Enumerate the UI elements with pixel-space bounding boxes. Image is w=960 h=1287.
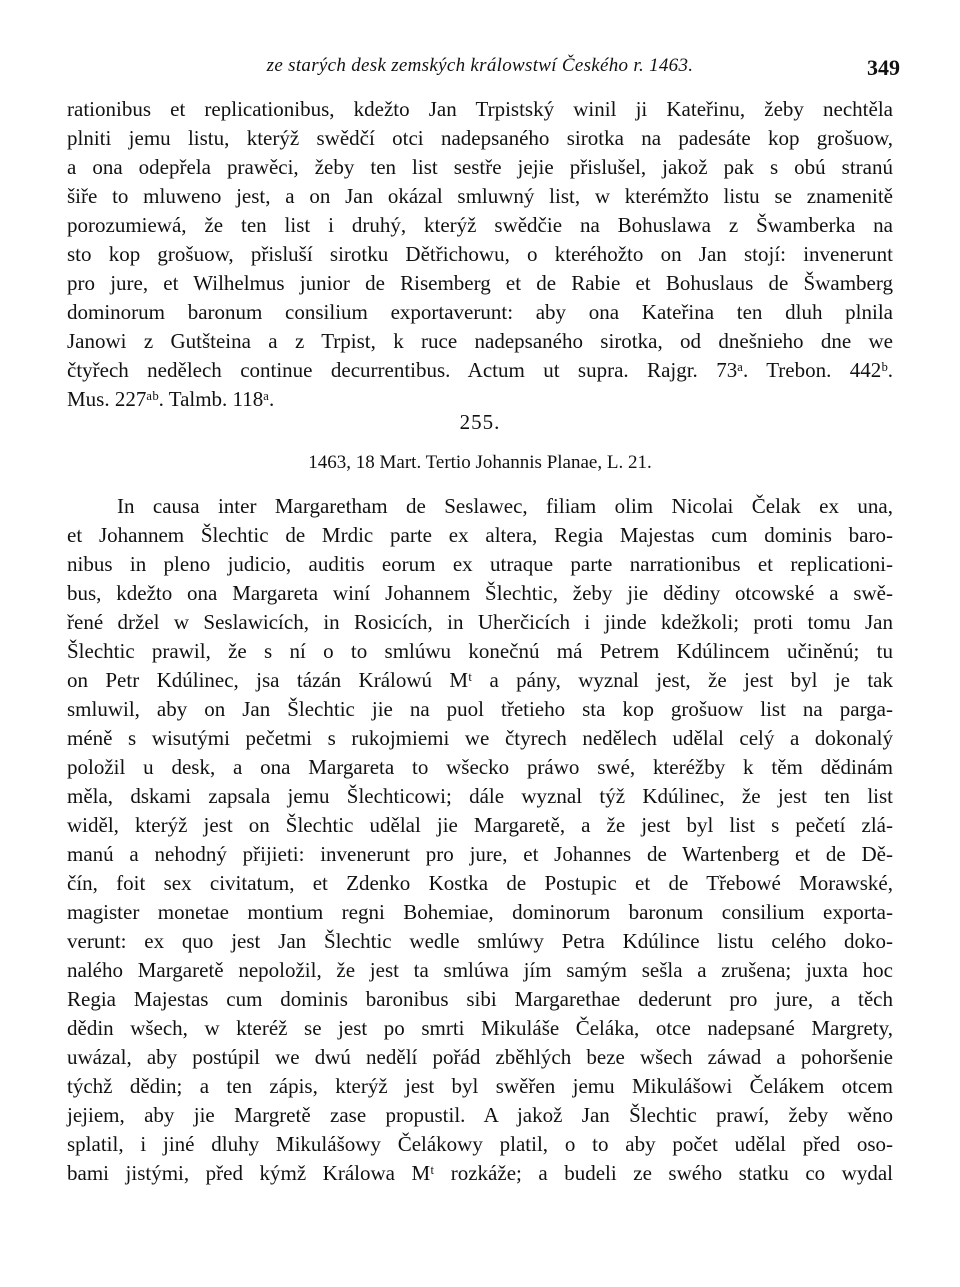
text-line: uwázal, aby postúpil we dwú nedělí pořád zběhlých beze wšech záwad a pohoršenie	[67, 1045, 893, 1069]
text-line: porozumiewá, že ten list i druhý, kterýž swědčie na Bohuslawa z Šwamberka na	[67, 213, 893, 237]
text-line: Mus. 227ᵃᵇ. Talmb. 118ᵃ.	[67, 387, 275, 411]
text-line: verunt: ex quo jest Jan Šlechtic wedle smlúwy Petra Kdúlince listu celého doko-	[67, 929, 893, 953]
text-line: dědin wšech, w kteréž se jest po smrti Mikuláše Čeláka, otce nadepsané Margrety,	[67, 1016, 893, 1040]
text-line: nalého Margaretě nepoložil, že jest ta smlúwa jím samým sešla a zrušena; juxta hoc	[67, 958, 893, 982]
text-line: Regia Majestas cum dominis baronibus sibi Margarethae dederunt pro jure, a těch	[67, 987, 893, 1011]
text-line: on Petr Kdúlinec, jsa tázán Králowú Mᵗ a pány, wyznal jest, že jest byl je tak	[67, 668, 893, 692]
text-line: et Johannem Šlechtic de Mrdic parte ex altera, Regia Majestas cum dominis baro-	[67, 523, 893, 547]
page-number: 349	[867, 55, 900, 80]
text-line: týchž dědin; a ten zápis, kterýž jest byl swěřen jemu Mikulášowi Čelákem otcem	[67, 1074, 893, 1098]
text-line: dominorum baronum consilium exportaverunt: aby ona Kateřina ten dluh plnila	[67, 300, 893, 324]
text-line: řené držel w Seslawicích, in Rosicích, in Uherčicích i jinde kdežkoli; proti tomu Jan	[67, 610, 893, 634]
text-line: méně s wisutými pečetmi s rukojmiemi we čtyrech nedělech udělal celý a dokonalý	[67, 726, 893, 750]
text-line: manú a nehodný přijieti: invenerunt pro jure, et Johannes de Wartenberg et de Dě-	[67, 842, 893, 866]
text-line: bami jistými, před kýmž Králowa Mᵗ rozkáže; a budeli ze swého statku co wydal	[67, 1161, 893, 1185]
text-line: widěl, kterýž jest on Šlechtic udělal jie Margaretě, a že jest byl list s pečetí zlá-	[67, 813, 893, 837]
running-title: ze starých desk zemských králowstwí Českého r. 1463.	[266, 55, 694, 76]
text-line: plniti jemu listu, kterýž swědčí otci nadepsaného sirotka na padesáte kop grošuow,	[67, 126, 893, 150]
text-line: In causa inter Margaretham de Seslawec, filiam olim Nicolai Čelak ex una,	[117, 494, 893, 518]
text-line: čín, foit sex civitatum, et Zdenko Kostka de Postupic et de Třebowé Morawské,	[67, 871, 893, 895]
text-line: bus, kdežto ona Margareta winí Johannem Šlechtic, žeby jie dědiny otcowské a swě-	[67, 581, 893, 605]
text-line: magister monetae montium regni Bohemiae, dominorum baronum consilium exporta-	[67, 900, 893, 924]
entry-date-line: 1463, 18 Mart. Tertio Johannis Planae, L. 21.	[308, 452, 652, 473]
running-head	[60, 55, 900, 83]
text-line: sto kop grošuow, přisluší sirotku Dětřichowu, o kteréhožto on Jan stojí: invenerunt	[67, 242, 893, 266]
text-line: pro jure, et Wilhelmus junior de Risemberg et de Rabie et Bohuslaus de Šwamberg	[67, 271, 893, 295]
text-line: Šlechtic prawil, že s ní o to smlúwu konečnú má Petrem Kdúlincem učiněnú; tu	[67, 639, 893, 663]
text-line: položil u desk, a ona Margareta to wšecko práwo swé, kteréžby k těm dědinám	[67, 755, 893, 779]
text-line: jejiem, aby jie Margretě zase propustil. A jakož Jan Šlechtic prawí, žeby wěno	[67, 1103, 893, 1127]
text-line: čtyřech nedělech continue decurrentibus. Actum ut supra. Rajgr. 73ᵃ. Trebon. 442ᵇ.	[67, 358, 893, 382]
text-line: Janowi z Gutšteina a z Trpist, k ruce nadepsaného sirotka, od dnešnieho dne we	[67, 329, 893, 353]
entry-number: 255.	[459, 410, 501, 434]
text-line: splatil, i jiné dluhy Mikulášowy Čelákowy platil, o to aby počet udělal před oso-	[67, 1132, 893, 1156]
text-line: měla, dskami zapsala jemu Šlechticowi; dále wyznal týž Kdúlinec, že jest ten list	[67, 784, 893, 808]
text-line: rationibus et replicationibus, kdežto Jan Trpistský winil ji Kateřinu, žeby nechtěla	[67, 97, 893, 121]
text-line: nibus in pleno judicio, auditis eorum ex utraque parte narrationibus et replicationi-	[67, 552, 893, 576]
text-line: šiře to mluweno jest, a on Jan okázal smluwný list, w kterémžto listu se znamenitě	[67, 184, 893, 208]
text-line: smluwil, aby on Jan Šlechtic jie na puol třetieho sta kop grošuow list na parga-	[67, 697, 893, 721]
text-line: a ona odepřela prawěci, žeby ten list sestře jejie přislušel, jakož pak s obú stranú	[67, 155, 893, 179]
